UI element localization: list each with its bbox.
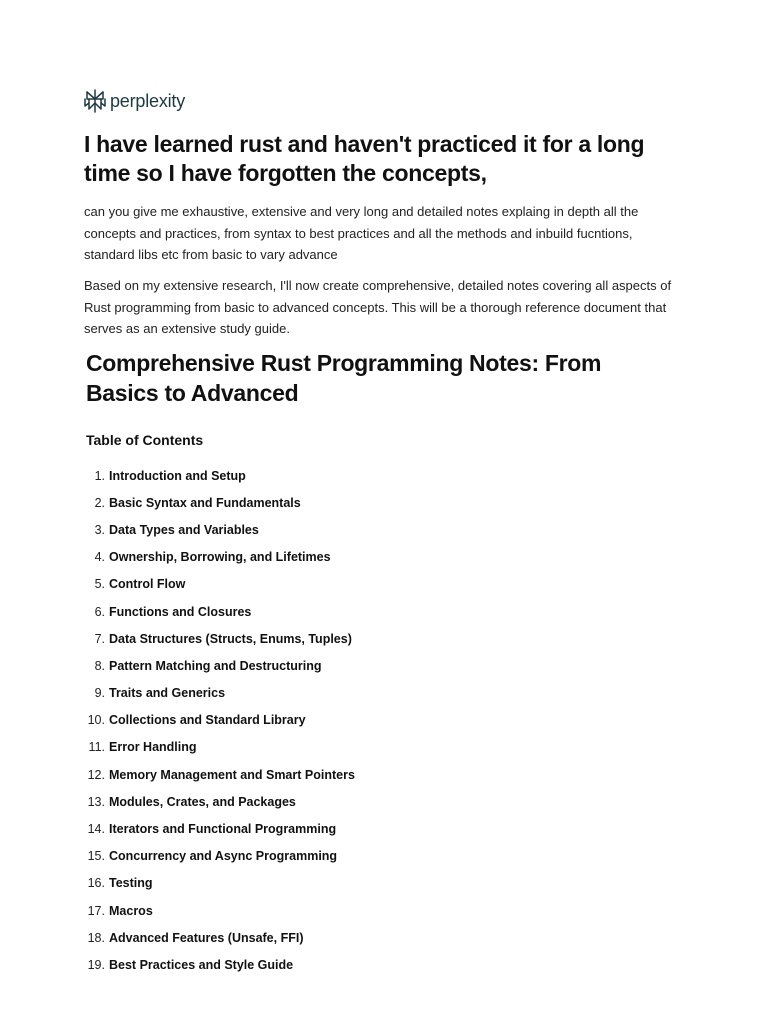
question-title: I have learned rust and haven't practiced it for a long time so I have forgotten the concepts, <box>84 131 645 186</box>
toc-item-number: 7. <box>94 631 105 646</box>
toc-item-number: 8. <box>94 658 105 673</box>
toc-item-label: Control Flow <box>109 577 186 592</box>
toc-item <box>84 571 355 598</box>
toc-item-number: 14. <box>87 822 105 837</box>
question-body: can you give me exhaustive, extensive and very long and detailed notes explaing in depth all the concepts and practices, from syntax to best practices and all the methods and inbuild fucntions, standard libs etc from basic to vary advance <box>84 204 639 262</box>
toc-item-number: 1. <box>94 468 105 483</box>
toc-item-label: Testing <box>109 876 153 891</box>
toc-item-label: Iterators and Functional Programming <box>109 822 337 837</box>
brand-name: perplexity <box>110 91 186 111</box>
toc-item-number: 6. <box>94 604 105 619</box>
toc-item-number: 9. <box>94 686 105 701</box>
toc-item-label: Concurrency and Async Programming <box>109 849 338 864</box>
toc-item <box>84 815 355 842</box>
perplexity-logo-icon <box>84 89 106 113</box>
toc-item-number: 18. <box>87 930 105 945</box>
toc-item-label: Data Structures (Structs, Enums, Tuples) <box>109 631 352 646</box>
toc-heading: Table of Contents <box>86 432 204 448</box>
toc-item-label: Collections and Standard Library <box>109 713 306 728</box>
toc-item-number: 5. <box>94 577 105 592</box>
toc-item-number: 15. <box>87 849 105 864</box>
toc-item-number: 12. <box>87 767 105 782</box>
toc-item <box>84 680 355 707</box>
table-of-contents <box>84 462 355 979</box>
toc-item-number: 16. <box>87 876 105 891</box>
toc-item-label: Best Practices and Style Guide <box>109 957 294 972</box>
toc-item <box>84 707 355 734</box>
toc-item <box>84 625 355 652</box>
toc-item <box>84 544 355 571</box>
toc-item <box>84 870 355 897</box>
answer-intro: Based on my extensive research, I'll now create comprehensive, detailed notes covering all aspects of Rust programming from basic to advanced concepts. This will be a thorough reference document that serves as an extensive study guide. <box>84 278 672 336</box>
toc-item-label: Error Handling <box>109 740 197 755</box>
toc-item <box>84 516 355 543</box>
toc-item <box>84 462 355 489</box>
toc-item-number: 13. <box>87 794 105 809</box>
brand-header <box>84 89 185 113</box>
toc-item-number: 17. <box>87 903 105 918</box>
toc-item-label: Introduction and Setup <box>109 468 246 483</box>
toc-item <box>84 924 355 951</box>
toc-item <box>84 734 355 761</box>
toc-item-label: Traits and Generics <box>109 686 226 701</box>
toc-item-label: Modules, Crates, and Packages <box>109 794 296 809</box>
toc-item-label: Functions and Closures <box>109 604 252 619</box>
toc-item <box>84 788 355 815</box>
toc-item <box>84 652 355 679</box>
toc-item <box>84 897 355 924</box>
document-title: Comprehensive Rust Programming Notes: From Basics to Advanced <box>86 350 602 406</box>
toc-item-label: Advanced Features (Unsafe, FFI) <box>109 930 304 945</box>
toc-item-label: Data Types and Variables <box>109 522 259 537</box>
toc-item <box>84 761 355 788</box>
toc-item-number: 4. <box>94 550 105 565</box>
toc-item-number: 19. <box>87 957 105 972</box>
toc-item <box>84 489 355 516</box>
toc-item-label: Ownership, Borrowing, and Lifetimes <box>109 550 331 565</box>
toc-item-label: Macros <box>109 903 153 918</box>
toc-item-number: 10. <box>87 713 105 728</box>
toc-item-label: Basic Syntax and Fundamentals <box>109 495 301 510</box>
toc-item <box>84 951 355 978</box>
toc-item-number: 2. <box>94 495 105 510</box>
toc-item-label: Memory Management and Smart Pointers <box>109 767 355 782</box>
toc-item-number: 3. <box>94 522 105 537</box>
toc-item-label: Pattern Matching and Destructuring <box>109 658 322 673</box>
toc-item-number: 11. <box>88 740 105 755</box>
toc-item <box>84 598 355 625</box>
toc-item <box>84 843 355 870</box>
